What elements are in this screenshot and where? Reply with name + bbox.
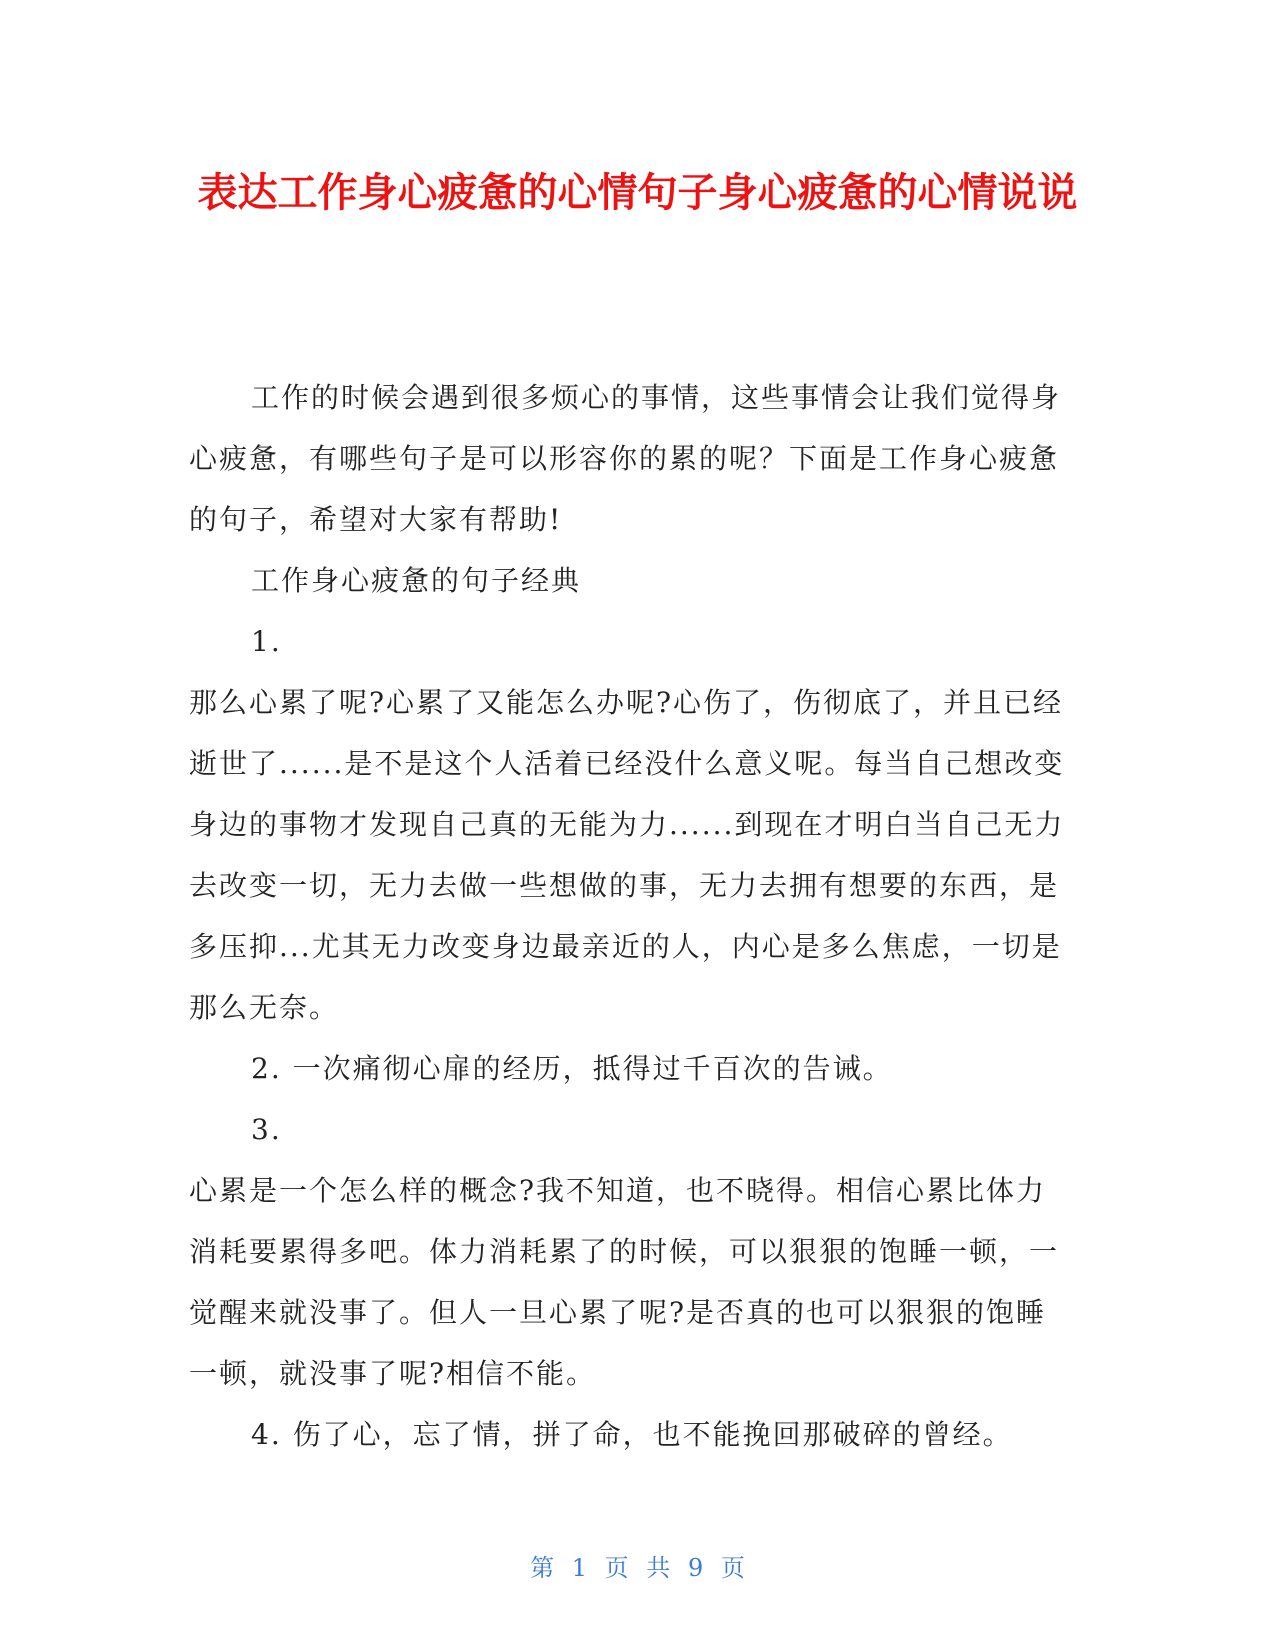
list-item-number: 1. — [251, 625, 282, 658]
list-item-text: 心累是一个怎么样的概念?我不知道，也不晓得。相信心累比体力消耗要累得多吧。体力消耗累了的时候，可以狠狠的饱睡一顿，一觉醒来就没事了。但人一旦心累了呢?是否真的也可以狠狠的饱睡一顿，就没事了呢?相信不能。 — [189, 1174, 1060, 1390]
section-heading: 工作身心疲惫的句子经典 — [251, 564, 582, 597]
document-title: 表达工作身心疲惫的心情句子身心疲惫的心情说说 — [197, 170, 1078, 216]
list-item-text: 那么心累了呢?心累了又能怎么办呢?心伤了，伤彻底了，并且已经逝世了......是不是这个人活着已经没什么意义呢。每当自己想改变身边的事物才发现自己真的无能为力......到现在才明白当自己无力去改变一切，无力去做一些想做的事，无力去拥有想要的东西，是多压抑...尤其无力改变身边最亲近的人，内心是多么焦虑，一切是那么无奈。 — [189, 686, 1065, 1024]
document-body — [189, 367, 1074, 1465]
list-item: 2. 一次痛彻心扉的经历，抵得过千百次的告诫。 — [251, 1052, 893, 1085]
page-number-footer: 第 1 页 共 9 页 — [530, 1554, 745, 1582]
list-item: 4. 伤了心，忘了情，拼了命，也不能挽回那破碎的曾经。 — [251, 1418, 1013, 1451]
list-item-number: 3. — [251, 1113, 282, 1146]
intro-paragraph: 工作的时候会遇到很多烦心的事情，这些事情会让我们觉得身心疲惫，有哪些句子是可以形容你的累的呢？下面是工作身心疲惫的句子，希望对大家有帮助! — [189, 381, 1062, 536]
